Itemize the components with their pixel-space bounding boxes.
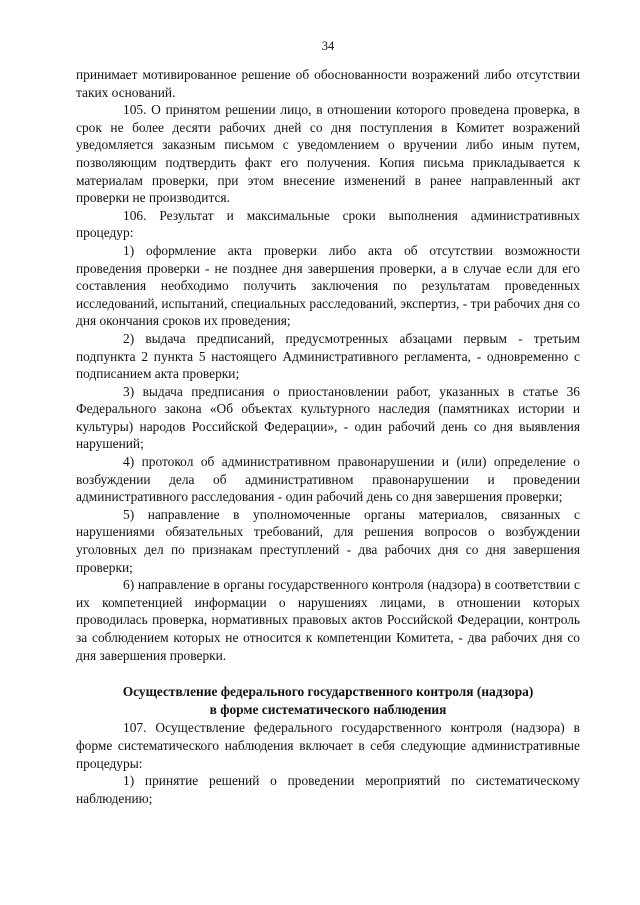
section-heading-line-2: в форме систематического наблюдения — [209, 701, 447, 717]
document-body — [76, 66, 580, 807]
paragraph-continuation: принимает мотивированное решение об обоснованности возражений либо отсутствии таких оснований. — [76, 67, 580, 100]
paragraph-105: 105. О принятом решении лицо, в отношении которого проведена проверка, в срок не более десяти рабочих дней со дня поступления в Комитет возражений уведомляется заказным письмом с уведомлением о вручении либо иным путем, позволяющим подтвердить факт его получения. Копия письма прикладывается к материалам проверки, при этом внесение изменений в ранее направленный акт проверки не производится. — [76, 102, 580, 206]
list-item-106-3: 3) выдача предписания о приостановлении работ, указанных в статье 36 Федерального закона «Об объектах культурного наследия (памятниках истории и культуры) народов Российской Федерации», - один рабочий день со дня выявления нарушений; — [76, 383, 580, 452]
section-heading — [76, 683, 580, 718]
section-heading-line-1: Осуществление федерального государственного контроля (надзора) — [122, 684, 534, 700]
paragraph-107: 107. Осуществление федерального государственного контроля (надзора) в форме систематического наблюдения включает в себя следующие административные процедуры: — [76, 720, 580, 771]
page-number: 34 — [321, 39, 335, 53]
list-item-106-4: 4) протокол об административном правонарушении и (или) определение о возбуждении дела об административном правонарушении и проведении административного расследования - один рабочий день со дня завершения проверки; — [76, 454, 580, 505]
list-item-106-6: 6) направление в органы государственного контроля (надзора) в соответствии с их компетенцией информации о нарушениях лицами, в отношении которых проводилась проверка, нормативных правовых актов Российской Федерации, контроль за соблюдением которых не относится к компетенции Комитета, - два рабочих дня со дня завершения проверки. — [76, 577, 580, 663]
list-item-107-1: 1) принятие решений о проведении мероприятий по систематическому наблюдению; — [76, 773, 580, 806]
list-item-106-1: 1) оформление акта проверки либо акта об отсутствии возможности проведения проверки - не позднее дня завершения проверки, а в случае если для его составления необходимо получить заключения по результатам проведенных исследований, испытаний, специальных расследований, экспертиз, - три рабочих дня со дня окончания сроков их проведения; — [76, 242, 580, 329]
list-item-106-2: 2) выдача предписаний, предусмотренных абзацами первым - третьим подпункта 2 пункта 5 настоящего Административного регламента, - одновременно с подписанием акта проверки; — [76, 330, 580, 382]
paragraph-106: 106. Результат и максимальные сроки выполнения административных процедур: — [76, 207, 580, 241]
list-item-106-5: 5) направление в уполномоченные органы материалов, связанных с нарушениями обязательных требований, для решения вопросов о возбуждении уголовных дел по признакам преступлений - два рабочих дня со дня завершения проверки; — [76, 506, 580, 575]
